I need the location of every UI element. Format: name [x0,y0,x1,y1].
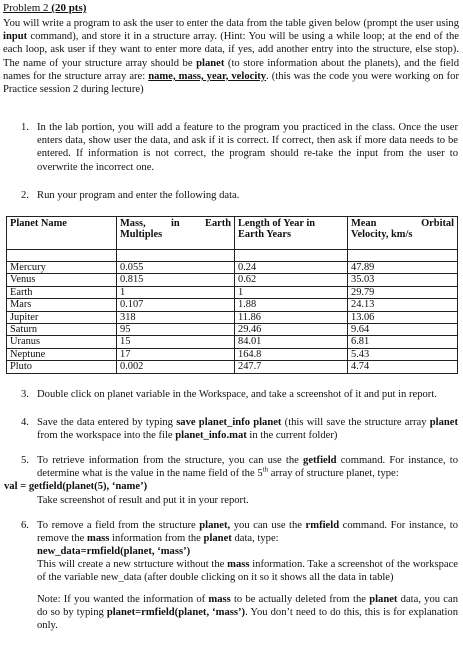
intro-paragraph [3,17,459,96]
intro-text-3: (to store information about the planets), and the field names for the structure array are: [3,57,459,82]
item-6-pre: To remove a field from the structure [37,520,200,531]
cell-year: 164.8 [235,348,348,360]
item-5-post: command. For instance, to determine what is the value in the name field of the 5 [37,455,458,480]
cell-year: 11.86 [235,311,348,323]
item-6-cmd: rmfield [305,520,340,531]
note-planet: planet [369,594,398,605]
intro-text-1: You will write a program to ask the user to enter the data from the table given below (prompt the user using [3,18,459,29]
explanation-note [37,593,458,633]
cell-velocity: 5.43 [348,348,458,360]
table-row [7,299,458,311]
cell-velocity: 47.89 [348,262,458,274]
item-5-number: 5. [21,455,29,466]
item-4-mid2: from the workspace into the file [37,430,176,442]
intro-input-word: input [3,31,28,43]
header-mass-d: Multiples [120,229,163,241]
item-5-cmd: getfield [303,455,337,466]
cell-name: Neptune [7,348,117,360]
cell-velocity: 24.13 [348,299,458,311]
note-pre: Note: If you wanted the information of [37,594,209,605]
cell-year: 29.46 [235,324,348,336]
table-row [7,262,458,274]
cell-mass: 17 [117,348,235,360]
header-year-b: Earth Years [238,229,292,241]
cell-name: Mars [7,299,117,311]
cell-mass: 15 [117,336,235,348]
note-mid: to be actually deleted from the [230,594,370,605]
item-6-mid: you can use the [230,520,306,531]
cell-year: 247.7 [235,361,348,373]
cell-year: 0.62 [235,274,348,286]
header-velocity [348,217,458,250]
planet-data-table [6,216,458,374]
header-mass-c: Earth [205,218,231,229]
cell-name: Pluto [7,361,117,373]
item-5-pre: To retrieve information from the structure, you can use the [37,455,304,466]
cell-mass: 318 [117,311,235,323]
table-row [7,324,458,336]
cell-name: Mercury [7,262,117,274]
cell-name: Saturn [7,324,117,336]
item-2-text [37,189,458,202]
header-year-a: Length of Year in [238,218,316,229]
item-4-number: 4. [21,417,29,428]
item-6-follow-pre: This will create a new strtucture without the [37,559,228,570]
intro-text-4: . (this was the code you were working on for Practice session 2 during lecture) [3,70,459,96]
spacer-cell-2 [117,250,235,262]
cell-year: 0.24 [235,262,348,274]
header-vel-line-1 [351,218,454,229]
item-5-follow [37,494,458,507]
item-6-code [37,545,458,558]
note-mass: mass [208,594,231,605]
intro-text-2: command), and store it in a structure array. (Hint: You will be using a while loop; at the end of the each loop, ask user if they want to enter more data, if yes, add another entry into the structure, else stop). The name of your structure array should be [3,31,459,69]
item-2-body: Run your program and enter the following data. [37,190,240,201]
item-6-code-text: new_data=rmfield(planet, ‘mass’) [37,546,191,557]
spacer-cell-1 [7,250,117,262]
item-6-mass: mass [87,533,110,545]
item-4-pre: Save the data entered by typing [37,417,177,428]
cell-velocity: 13.06 [348,311,458,323]
header-mass-line-1 [120,218,231,229]
cell-mass: 0.002 [117,361,235,373]
item-6-planet2: planet [203,533,232,545]
intro-planet-word: planet [196,57,225,69]
item-6-planet: planet, [199,520,231,531]
cell-mass: 1 [117,286,235,298]
header-planet-name-text: Planet Name [10,218,67,229]
intro-field-names: name, mass, year, velocity [148,70,267,82]
cell-mass: 0.055 [117,262,235,274]
item-1-number: 1. [21,122,29,133]
item-4-cmd: save planet_info planet [176,417,282,428]
item-3-number: 3. [21,389,29,400]
cell-year: 1.88 [235,299,348,311]
table-spacer-row [7,250,458,262]
table-row [7,274,458,286]
item-6-follow-mass: mass [227,559,250,570]
item-5-text [37,454,458,480]
item-5-post2: array of structure planet, type: [268,468,399,480]
item-4-text [37,416,458,442]
item-5-code-text: val = getfield(planet(5), ‘name’) [4,481,148,492]
item-3-body: Double click on planet variable in the Workspace, and take a screenshot of it and put in report. [37,389,437,400]
item-4-file: planet_info.mat [175,430,247,442]
cell-mass: 95 [117,324,235,336]
cell-name: Jupiter [7,311,117,323]
table-row [7,361,458,373]
cell-velocity: 6.81 [348,336,458,348]
cell-velocity: 29.79 [348,286,458,298]
cell-velocity: 35.03 [348,274,458,286]
table-row [7,286,458,298]
item-4-post: in the current folder) [246,430,338,442]
item-6-mid3: information from the [109,533,204,545]
item-6-number: 6. [21,520,29,531]
item-1-body: In the lab portion, you will add a feature to the program you practiced in the class. Once the user enters data, show user the data, and ask if it is correct. If correct, then ask if more data needs to be entered. If information is not correct, the program should re-take the input from the user to overwrite the incorrect one. [37,122,458,173]
cell-mass: 0.815 [117,274,235,286]
header-mass [117,217,235,250]
item-6-follow-post: information. Take a screenshot of the workspace of the variable new_data (after double clicking on it so it shows all the data in table) [37,559,458,584]
cell-name: Earth [7,286,117,298]
item-6-mid2: command. For instance, to remove the [37,520,458,545]
item-6-post: data, type: [231,533,279,545]
problem-points: (20 pts) [51,2,87,14]
header-year [235,217,348,250]
cell-velocity: 4.74 [348,361,458,373]
table-row [7,336,458,348]
spacer-cell-3 [235,250,348,262]
item-6-text [37,519,458,545]
problem-label: Problem 2 [3,2,49,14]
header-mass-a: Mass, [120,218,146,229]
spacer-cell-4 [348,250,458,262]
table-row [7,348,458,360]
item-6-follow [37,558,458,584]
cell-year: 1 [235,286,348,298]
cell-name: Uranus [7,336,117,348]
cell-velocity: 9.64 [348,324,458,336]
item-2-number: 2. [21,190,29,201]
header-mass-b: in [171,218,180,229]
cell-year: 84.01 [235,336,348,348]
item-5-sup: th [262,465,269,474]
cell-name: Venus [7,274,117,286]
item-4-planet: planet [429,417,458,428]
note-mid2: data, you can do so by typing [37,594,458,619]
item-3-text [37,388,458,401]
item-4-mid: (this will save the structure array [281,417,430,428]
table-row [7,311,458,323]
cell-mass: 0.107 [117,299,235,311]
header-vel-a: Mean [351,218,377,229]
note-code: planet=rmfield(planet, ‘mass’) [106,607,246,619]
item-5-code [4,480,444,493]
table-header-row [7,217,458,250]
item-5-follow-text: Take screenshot of result and put it in your report. [37,495,249,506]
header-vel-b: Orbital [421,218,454,229]
header-vel-c: Velocity, km/s [351,229,413,241]
problem-heading [3,2,86,15]
item-1-text [37,121,458,174]
header-planet-name [7,217,117,250]
note-post: . You don’t need to do this, this is for explanation only. [37,607,459,632]
